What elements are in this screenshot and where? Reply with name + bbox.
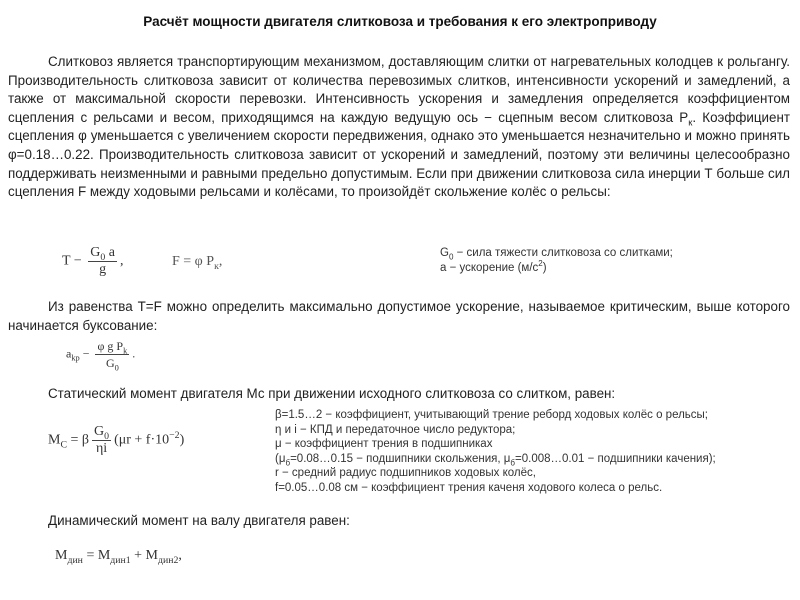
formula-eq: − — [73, 253, 82, 269]
num-sub: 0 — [100, 251, 106, 263]
formula-f: F = φ P — [172, 254, 215, 269]
formula-inertia-force — [62, 245, 123, 278]
note-text: =0.08…0.15 − подшипники скольжения, μ — [290, 452, 511, 465]
paragraph-dynamic-moment: Динамический момент на валу двигателя равен: — [48, 513, 350, 528]
formula-static-moment — [48, 424, 184, 457]
formula-f-tail: , — [218, 254, 223, 269]
note-line — [275, 452, 716, 467]
formula-sub1: дин1 — [110, 554, 131, 566]
num-sub: k — [123, 346, 128, 356]
formula-lhs-sub: дин — [67, 554, 83, 566]
formula-lhs: M — [55, 548, 68, 563]
fraction — [95, 338, 129, 371]
formula-eq: = β — [70, 432, 90, 448]
note-line: η и i − КПД и передаточное число редуктора; — [275, 423, 516, 436]
formula-bracket: (μr + f·10 — [114, 432, 170, 448]
note-line — [440, 258, 673, 276]
paragraph-static-moment: Статический момент двигателя Мс при движении исходного слитковоза со слитком, равен: — [48, 386, 616, 401]
formula-sup: −2 — [169, 430, 180, 442]
note-line: μ − коэффициент трения в подшипниках — [275, 438, 493, 451]
note-g: G — [440, 247, 449, 259]
formula-eq: − — [82, 346, 90, 361]
formula-tail: , — [119, 253, 124, 269]
formula-f-sub: к — [214, 260, 219, 272]
paragraph-critical-acceleration — [8, 298, 790, 335]
formula-tail: , — [178, 548, 182, 563]
page-title: Расчёт мощности двигателя слитковоза и требования к его электроприводу — [143, 14, 657, 29]
note-sub: б — [285, 458, 291, 468]
note-text: (μ — [275, 452, 286, 465]
num-text: G — [94, 424, 105, 439]
num-a: a — [105, 245, 115, 260]
note-line: r − средний радиус подшипников ходовых колёс, — [275, 467, 536, 480]
formula-lhs: M — [48, 432, 61, 448]
note-a-sup: 2 — [538, 258, 543, 268]
fraction — [92, 424, 111, 457]
formula-lhs-sub: kp — [71, 353, 80, 363]
fraction-numerator — [88, 245, 117, 262]
formula-tail: . — [132, 346, 136, 361]
num-text: φ g P — [97, 339, 124, 353]
paragraph-critical-text: Из равенства Т=F можно определить максимально допустимое ускорение, называемое критическим, выше которого начинается буксование: — [8, 299, 790, 333]
formula-plus: + M — [130, 548, 158, 563]
note-g-sub: 0 — [448, 252, 454, 262]
paragraph-intro-part2: . Коэффициент сцепления φ уменьшается с увеличением скорости передвижения, однако это уменьшается незначительно и можно принять φ=0.18…0.22. Производительность слитковоза зависит от ускорений и замедлений, поэтому эти величины целесообразно поддерживать неизменными и равными предельно допустимым. Если при движении слитковоза сила инерции Т больше сил сцепления F между ходовыми рельсами и колёсами, то произойдёт скольжение колёс о рельсы: — [8, 109, 790, 200]
paragraph-intro — [8, 53, 790, 202]
formula-sub2: дин2 — [158, 554, 179, 566]
fraction — [88, 245, 117, 278]
formula-lhs: T — [62, 253, 71, 269]
note-sub: б — [510, 458, 516, 468]
fraction-numerator — [92, 424, 111, 441]
note-line: β=1.5…2 − коэффициент, учитывающий трение реборд ходовых колёс о рельсы; — [275, 409, 708, 421]
num-sub: 0 — [104, 430, 110, 442]
den-sub: 0 — [114, 363, 119, 373]
den-text: G — [105, 356, 115, 370]
formula-adhesion-force — [172, 254, 222, 270]
note-line: f=0.05…0.08 см − коэффициент трения каченя ходового колеса о рельс. — [275, 481, 663, 494]
note-text: =0.008…0.01 − подшипники качения); — [515, 452, 716, 465]
subscript-k: к — [688, 117, 693, 128]
formula-lhs: a — [66, 346, 72, 361]
formula-dynamic-moment — [55, 548, 182, 564]
num-g: G — [90, 245, 101, 260]
note-variables-1 — [440, 246, 673, 275]
note-a: а − ускорение (м/с — [440, 261, 539, 274]
note-variables-2 — [275, 408, 716, 496]
fraction-denominator — [95, 355, 129, 371]
note-line — [440, 246, 673, 261]
formula-eq: = M — [82, 548, 111, 563]
note-g-desc: − сила тяжести слитковоза со слитками; — [453, 247, 673, 259]
fraction-denominator: ηi — [95, 441, 108, 456]
fraction-numerator — [95, 338, 129, 355]
note-a-end: ) — [542, 261, 547, 274]
paragraph-intro-part1: Слитковоз является транспортирующим механизмом, доставляющим слитки от нагревательных колодцев к рольгангу. Производительность слитковоза зависит от количества перевозимых слитков, интенсивности ускорений и замедлений, а также от максимальной скорости перевозки. Интенсивность ускорения и замедления определяется коэффициентом сцепления с рельсами и весом, приходящимся на каждую ведущую ось − сцепным весом слитковоза Р — [8, 54, 790, 125]
formula-lhs-sub: C — [60, 439, 67, 451]
fraction-denominator: g — [99, 262, 107, 277]
formula-bracket-end: ) — [179, 432, 185, 448]
formula-critical-acceleration — [66, 338, 135, 371]
